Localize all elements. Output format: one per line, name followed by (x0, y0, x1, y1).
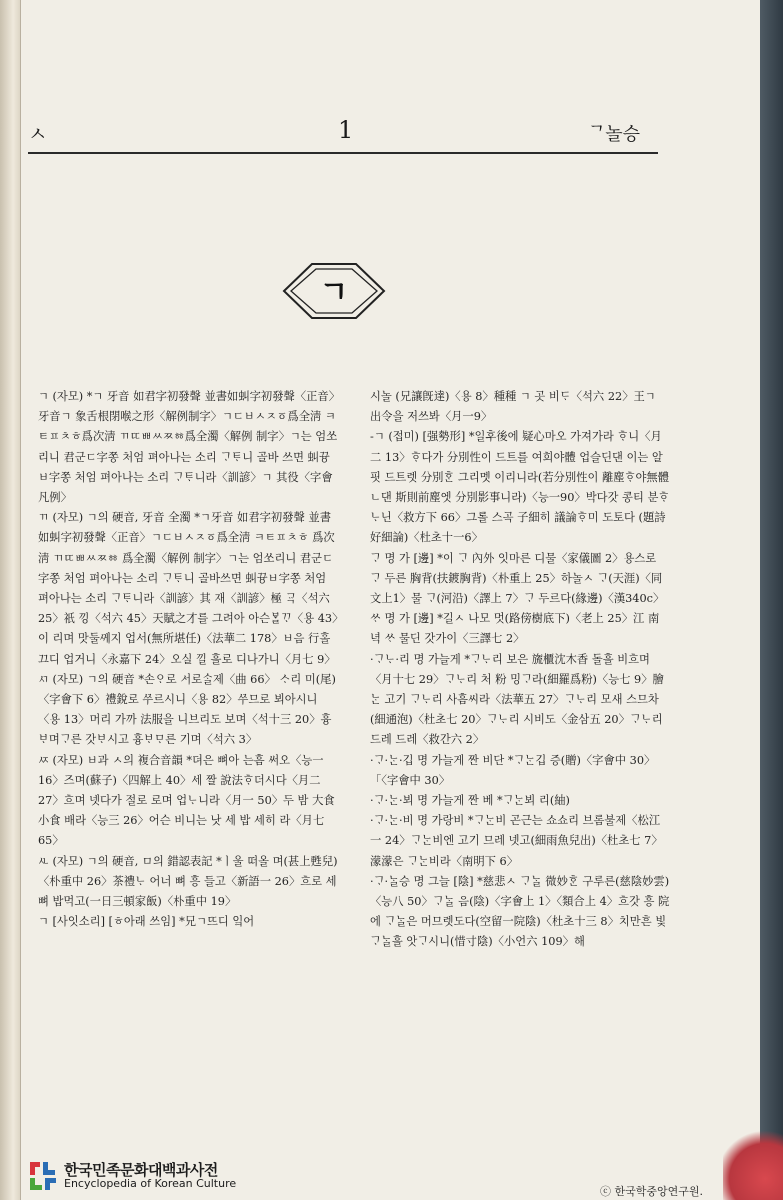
section-mark-diamond (282, 262, 386, 320)
entry-bieup-giyeok: ㅻ (자모) ㄱ의 硬音, ㅁ의 錯認表記 *ㅣ울 떠올 며(甚上甦兒)〈朴重中 26〉茶禮ᄂᆞ 어너 뼈 흥 들고〈新語一 26〉흐로 세 뼈 밥먹고(一日三頓家飯)〈朴重中 19〉 (38, 854, 338, 909)
book-cover-edge (760, 0, 783, 1200)
entry-kka-edge: ᄊᆞ 명 가 [邊] *길ㅅ 나모 멋(路傍樹底下)〈老上 25〉江 南녁 ᄊᆞ 물딘 갓가이〈三譯七 2〉 (370, 612, 660, 646)
page-header (20, 118, 660, 148)
entry-ssanggiyeok: ㄲ (자모) ㄱ의 硬音, 牙音 全濁 *ㄱ牙音 如君字初發聲 並書如虯字初發聲〈正音〉ㄱㄷㅂㅅㅈㆆ爲全淸 ㅋㅌㅍㅊㅎ 爲次淸 ㄲㄸㅃㅆㅉㆅ 爲全濁〈解例 制字〉ㄱ는 엄쏘리니 君군ㄷ字쫑 처엄 펴아나는 소리 ᄀᆞᄐᆞ니 골바쓰면 虯뀽ㅂ字쫑 처엄 펴아나는 소리 ᄀᆞᄐᆞ니라〈訓諺〉其 재〈訓諺〉極 ᄀᆢᆨ〈석六 25〉祇 낑〈석六 45〉天賦之才를 그려아 아슨ᄫᆞᆯᄁᆞ〈용 43〉이 리며 맛둘ᄭᅦ지 업서(無所堪任)〈法華二 178〉ㅂ음 行홀 끄디 업거니〈永嘉下 24〉오실 낄 흘로 디나가니〈月七 9〉 (38, 511, 338, 666)
left-column (38, 387, 338, 932)
copyright-notice: ⓒ 한국학중앙연구원. (600, 1185, 704, 1198)
entry-bieup-complex: ㅾ (자모) ㅂ과 ㅅ의 複合音韻 *뎌은 뼈아 는흠 써오〈능一 16〉즈며(蘇子)〈四解上 40〉세 짤 說法ᄒᆞ더시다〈月二 27〉흐며 넷다가 절로 로며 업ᄂᆞ니라〈月一 50〉두 밤 大食 小食 배라〈능三 26〉어슨 비니는 낫 세 밥 세히 라〈月七 65〉 (38, 753, 335, 848)
header-right-guide: ᄀ놀승 (587, 124, 640, 145)
entry-suffix-giyeok: -ㄱ (접미) [强勢形] *일후後에 疑心마오 가져가라 ᄒᆞ니〈月二 13〉ᄒᆞ다가 分別性이 드트를 여희야體 업슬딘댄 이는 알핏 드트렛 分別ᄒᆞᆫ 그리멧 이리니라(若分別性이 離塵ᄒᆞ야無體 ㄴ댄 斯則前塵엣 分別影事니라)〈능一90〉박다갓 콩티 분ᄒᆞᄂᆞ닌〈救方下 66〉그롤 스곡 子細히 議論ᄒᆞ미 도토다 (題詩好細論)〈杜초十一6〉 (370, 430, 670, 545)
right-column (370, 387, 670, 953)
entry-giyeok: ㄱ (자모) *ㄱ 牙音 如君字初發聲 並書如虯字初發聲〈正音〉牙音ㄱ 象舌根閉喉之形〈解例制字〉ㄱㄷㅂㅅㅈㆆ爲全淸 ㅋㅌㅍㅊㅎ爲次淸 ㄲㄸㅃㅆㅉㆅ爲全濁〈解例 制字〉ㄱ는 엄쏘리니 君군ㄷ字쫑 처엄 펴아나는 소리 ᄀᆞᄐᆞ니 골바 쓰면 虯뀽ㅂ字쫑 처엄 펴아나는 소리 ᄀᆞᄐᆞ니라〈訓諺〉ㄱ 其役〈字會 凡例〉 (38, 390, 338, 505)
entry-sigiyeok: ㅺ (자모) ㄱ의 硬音 *손ᄋᆞ로 ᄼᅥ로ᄉᆞᆯ제〈曲 66〉 ᄉᆞ리 미(尾)〈字會下 6〉禮銳로 ᄶᅮ르시니〈용 82〉ᄶᅮ므로 뵈아시니〈용 13〉머리 가까 法服을 니브리도 보며〈석十三 20〉흉ᄇᆞ며ᄀᆞ른 갓ᄇᆞ시고 흉ᄇᆞᄆᆞ른 기며〈석六 3〉 (38, 672, 336, 747)
entry-gannuri: ·ᄀᆞᄂᆞ·리 명 가늘게 *ᄀᆞᄂᆞ리 보은 旒櫃沈木香 돌흘 비흐며〈月十七 29〉ᄀᆞᄂᆞ리 처 粉 밍ᄀᆞ라(細羅爲粉)〈능七 9〉膾ᄂᆞᆫ 고기 ᄀᆞᄂᆞ리 사흠씨라〈法華五 27〉ᄀᆞᄂᆞ리 모새 스므차(細通泡)〈杜초七 20〉ᄀᆞᄂᆞ리 시비도〈金삼五 20〉ᄀᆞᄂᆞ리 드레 드레〈救간六 2〉 (370, 652, 664, 747)
header-left-guide: ㅅ (28, 122, 48, 146)
entry-gannun-boi: ·ᄀᆞ·ᄂᆞᆫ·뵈 명 가늘게 짠 베 *ᄀᆞᄂᆞᆫ뵈 리(紬) (370, 794, 570, 808)
entry-ganeul: ·ᄀᆞ·ᄂᆞᆯ승 명 그늘 [陰] *慈悲ㅅ ᄀᆞᄂᆞᆯ 微妙ᄒᆞᆫ 구루른(慈陰妙雲)〈능八 50〉ᄀᆞᄂᆞᆯ 음(陰)〈字會上 1〉〈類合上 4〉흐갓 흥 院에 ᄀᆞᄂᆞᆯ은 머므렛도다(空留一院陰)〈杜초十三 8〉치만흔 빛 ᄀᆞᄂᆞᆯ흘 앗ᄀᆞ시니(惜寸陰)〈小언六 109〉해 (370, 874, 670, 949)
entry-gannun-gip: ·ᄀᆞ·ᄂᆞᆫ·깁 명 가늘게 짠 비단 *ᄀᆞᄂᆞᆫ깁 증(贈)〈字會中 30〉「〈字會中 30〉 (370, 753, 656, 787)
logo-english-text: Encyclopedia of Korean Culture (64, 1177, 237, 1190)
logo-korean-text: 한국민족문화대백과사전 (64, 1161, 218, 1179)
entry-gannun-bi: ·ᄀᆞ·ᄂᆞᆫ·비 명 가랑비 *ᄀᆞᄂᆞᆫ비 곤근는 쇼쇼리 브롬불제〈松江一 24〉ᄀᆞᄂᆞᆫ비엔 고기 므레 넷고(細雨魚兒出)〈杜초七 7〉濛濛은 ᄀᆞᄂᆞᆫ비라〈南明下 6〉 (370, 814, 663, 868)
entry-continuation: 시놀 (兄讓旣達)〈용 8〉種種 ㄱ 곳 비ᄃᆞ〈석六 22〉王ㄱ 出令을 저쓰봐〈月一9〉 (370, 390, 656, 424)
page-number: 1 (338, 116, 354, 144)
entry-ga-edge: ᄀᆞ 명 가 [邊] *이 ᄀᆞ 內外 잇마른 디물〈家儀圖 2〉용스로 ᄀᆞ 두른 胸背(扶鍍胸背)〈朴重上 25〉하놀ㅅ ᄀᆞ(天涯)〈同文上1〉물 ᄀᆞ(河沿)〈譯上 7〉ᄀᆞ 두르다(緣邊)〈漢340c〉 (370, 551, 665, 606)
red-stain (723, 1130, 783, 1200)
encyclopedia-logo (28, 1160, 288, 1192)
header-rule (28, 152, 658, 154)
entry-sai-sori: ㄱ [사잇소리] [ㅎ아래 쓰임] *兄ㄱ뜨디 잌어 (38, 915, 255, 929)
section-mark-letter: ㄱ (319, 275, 349, 310)
book-spine-shadow (0, 0, 22, 1200)
encyclopedia-logo-icon (28, 1160, 58, 1192)
